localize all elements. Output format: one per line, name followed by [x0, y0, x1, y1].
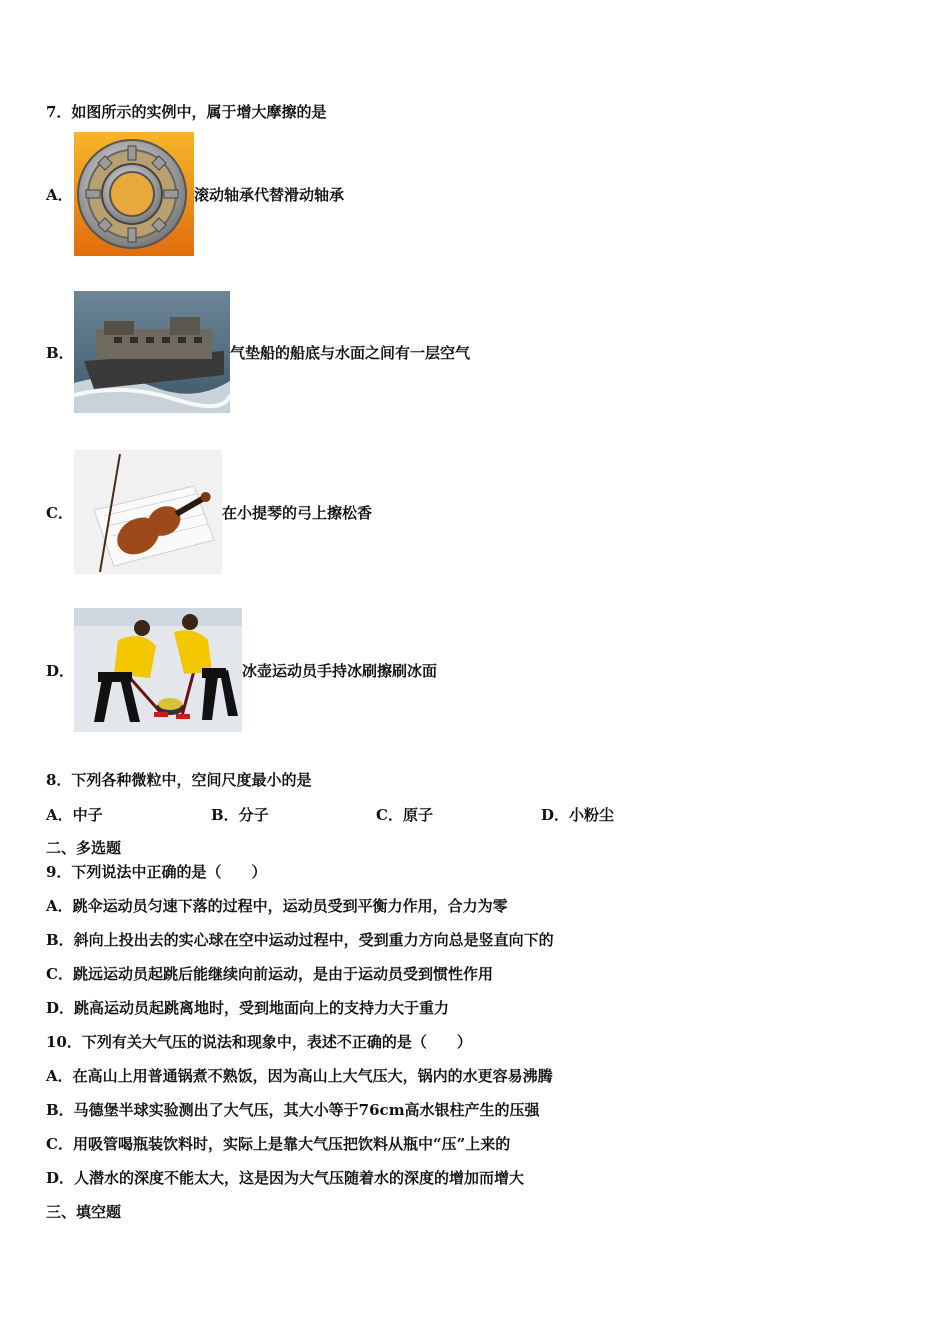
q8-option-c[interactable]: C．原子	[376, 806, 433, 824]
q10-option-a[interactable]: A．在高山上用普通锅煮不熟饭，因为高山上大气压大，锅内的水更容易沸腾	[46, 1067, 553, 1085]
q8-stem: 8．下列各种微粒中，空间尺度最小的是	[46, 771, 312, 789]
option-letter: A．	[46, 185, 73, 204]
q10-option-b[interactable]: B．马德堡半球实验测出了大气压，其大小等于76cm高水银柱产生的压强	[46, 1101, 540, 1119]
q8-option-d[interactable]: D．小粉尘	[541, 806, 615, 824]
q10-option-c[interactable]: C．用吸管喝瓶装饮料时，实际上是靠大气压把饮料从瓶中“压”上来的	[46, 1135, 511, 1153]
q9-option-b[interactable]: B．斜向上投出去的实心球在空中运动过程中，受到重力方向总是竖直向下的	[46, 931, 554, 949]
option-text: 在小提琴的弓上擦松香	[222, 503, 373, 522]
q7-option-c[interactable]	[46, 450, 372, 574]
q9-option-a[interactable]: A．跳伞运动员匀速下落的过程中，运动员受到平衡力作用，合力为零	[46, 897, 508, 915]
bearing-image	[74, 132, 194, 256]
q10-option-d[interactable]: D．人潜水的深度不能太大，这是因为大气压随着水的深度的增加而增大	[46, 1169, 525, 1187]
q10-stem: 10．下列有关大气压的说法和现象中，表述不正确的是（ ）	[46, 1033, 472, 1051]
q8-option-b[interactable]: B．分子	[211, 806, 269, 824]
option-letter: B．	[46, 343, 74, 362]
section-heading-fill-blank: 三、填空题	[46, 1203, 122, 1221]
option-text: 气垫船的船底与水面之间有一层空气	[230, 343, 471, 362]
q9-option-c[interactable]: C．跳远运动员起跳后能继续向前运动，是由于运动员受到惯性作用	[46, 965, 493, 983]
option-text: 滚动轴承代替滑动轴承	[194, 185, 345, 204]
q7-option-d[interactable]	[46, 608, 437, 732]
violin-image	[74, 450, 222, 574]
q9-stem: 9．下列说法中正确的是（ ）	[46, 863, 267, 881]
hovercraft-image	[74, 291, 230, 413]
option-letter: D．	[46, 661, 75, 680]
option-text: 冰壶运动员手持冰刷擦刷冰面	[242, 661, 438, 680]
curling-image	[74, 608, 242, 732]
q7-stem: 7．如图所示的实例中，属于增大摩擦的是	[46, 103, 327, 121]
section-heading-multi-choice: 二、多选题	[46, 839, 122, 857]
q8-option-a[interactable]: A．中子	[46, 806, 103, 824]
q9-option-d[interactable]: D．跳高运动员起跳离地时，受到地面向上的支持力大于重力	[46, 999, 450, 1017]
q7-option-a[interactable]	[46, 132, 344, 256]
q7-option-b[interactable]	[46, 291, 470, 413]
option-letter: C．	[46, 503, 73, 522]
